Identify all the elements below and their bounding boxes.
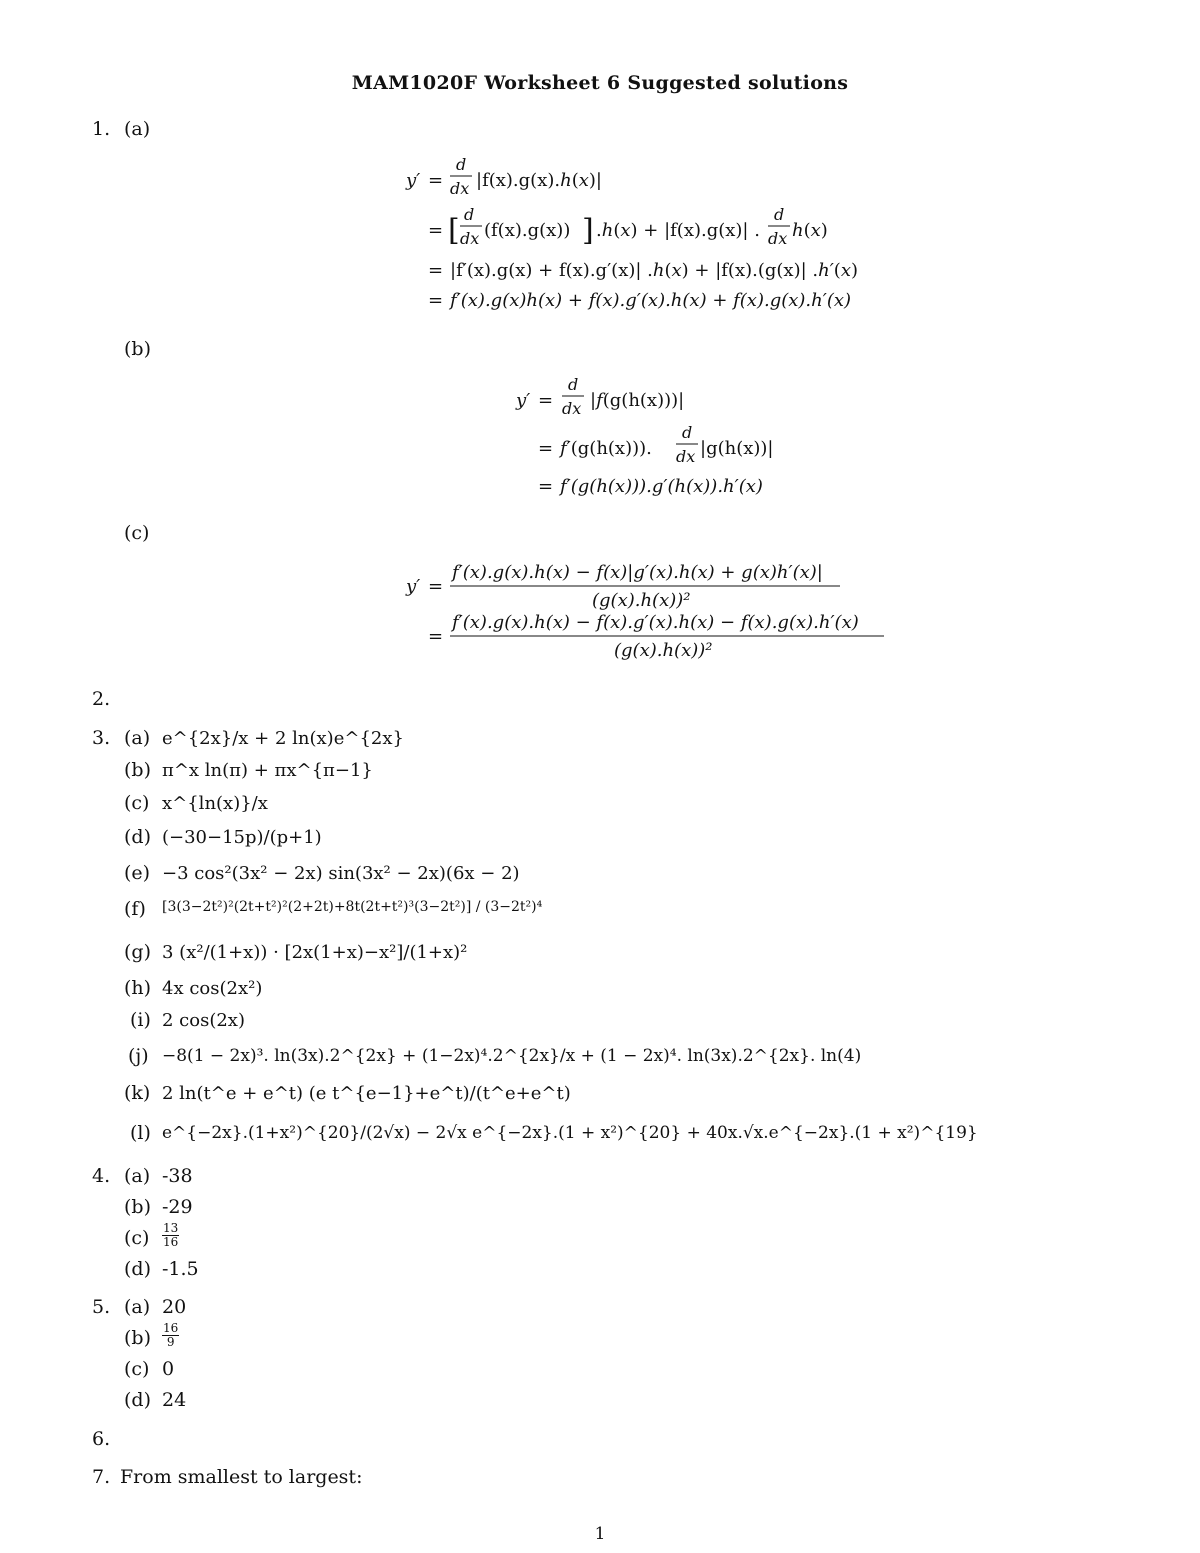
svg-text:=: = <box>538 476 554 497</box>
svg-text:dx: dx <box>450 179 470 198</box>
q3-answer: e^{−2x}.(1+x²)^{20}/(2√x) − 2√x e^{−2x}.(1 + x²)^{20} + 40x.√x.e^{−2x}.(1 + x²)^{19} <box>162 1123 978 1143</box>
q5-answer: 24 <box>162 1389 187 1411</box>
svg-text:=: = <box>538 438 554 459</box>
fraction-numerator: 13 <box>163 1221 179 1235</box>
q5-part-label: (c) <box>124 1358 150 1380</box>
q4-part-label: (c) <box>124 1227 150 1249</box>
svg-text:]: ] <box>582 213 594 248</box>
q5-answer: 0 <box>162 1358 175 1380</box>
svg-text:dx: dx <box>676 447 696 466</box>
question-7-number: 7. <box>92 1466 111 1488</box>
svg-text:(f(x).g(x)): (f(x).g(x)) <box>484 220 571 241</box>
q3-answer: (−30−15p)/(p+1) <box>162 827 322 848</box>
question-7-text: From smallest to largest: <box>120 1466 363 1488</box>
svg-text:dx: dx <box>768 229 788 248</box>
fraction-denominator: 16 <box>163 1235 179 1249</box>
svg-text:f′(x).g(x)h(x) + f(x).g′(x).h(: f′(x).g(x)h(x) + f(x).g′(x).h(x) + f(x).g(x).h′(x) <box>450 290 852 311</box>
fraction-numerator: 16 <box>163 1321 179 1335</box>
q3-part-label: (c) <box>124 792 150 814</box>
q3-part-label: (l) <box>130 1122 151 1144</box>
svg-text:|f′(x).g(x) + f(x).g′(x)| .h(x: |f′(x).g(x) + f(x).g′(x)| .h(x) + |f(x).(g(x)| .h′(x) <box>450 260 859 281</box>
svg-text:y′: y′ <box>406 170 421 191</box>
q4-answer-fraction <box>162 1222 179 1249</box>
page-title: MAM1020F Worksheet 6 Suggested solutions <box>351 72 849 94</box>
svg-text:y′: y′ <box>406 576 421 597</box>
svg-text:=: = <box>428 220 444 241</box>
svg-text:|f(g(h(x)))|: |f(g(h(x)))| <box>590 390 685 411</box>
svg-text:d: d <box>774 205 785 224</box>
question-6-number: 6. <box>92 1428 111 1450</box>
q5-answer-fraction <box>162 1322 179 1349</box>
q4-part-label: (b) <box>124 1196 151 1218</box>
svg-text:.h(x) + |f(x).g(x)| .: .h(x) + |f(x).g(x)| . <box>596 220 760 241</box>
q5-answer: 20 <box>162 1296 187 1318</box>
svg-text:dx: dx <box>562 399 582 418</box>
question-2-number: 2. <box>92 688 111 710</box>
svg-text:|g(h(x))|: |g(h(x))| <box>700 438 774 459</box>
q3-answer: e^{2x}/x + 2 ln(x)e^{2x} <box>162 728 404 749</box>
svg-text:f′(x).g(x).h(x) − f(x)|g′(x).h: f′(x).g(x).h(x) − f(x)|g′(x).h(x) + g(x)h′(x)| <box>452 562 823 583</box>
svg-text:(g(x).h(x))²: (g(x).h(x))² <box>614 640 713 661</box>
q3-part-label: (g) <box>124 941 151 963</box>
question-3-number: 3. <box>92 727 111 749</box>
q3-answer: [3(3−2t²)²(2t+t²)²(2+2t)+8t(2t+t²)³(3−2t²)] / (3−2t²)⁴ <box>162 899 543 915</box>
q4-answer: -38 <box>162 1165 193 1187</box>
q3-part-label: (i) <box>130 1009 151 1031</box>
svg-text:=: = <box>538 390 554 411</box>
q3-answer: −3 cos²(3x² − 2x) sin(3x² − 2x)(6x − 2) <box>162 863 520 884</box>
q3-answer: 4x cos(2x²) <box>162 978 263 999</box>
svg-text:dx: dx <box>460 229 480 248</box>
fraction-denominator: 9 <box>166 1335 175 1349</box>
svg-text:d: d <box>456 155 467 174</box>
q1a-equations <box>400 150 920 320</box>
q3-part-label: (h) <box>124 977 152 999</box>
svg-text:(g(x).h(x))²: (g(x).h(x))² <box>592 590 691 611</box>
q5-part-label: (a) <box>124 1296 151 1318</box>
q1c-equations <box>400 556 900 666</box>
question-4-number: 4. <box>92 1165 111 1187</box>
q1b-equations <box>510 370 810 500</box>
svg-text:d: d <box>464 205 475 224</box>
svg-text:d: d <box>568 375 579 394</box>
svg-text:d: d <box>682 423 693 442</box>
page-number: 1 <box>594 1524 606 1544</box>
q5-part-label: (d) <box>124 1389 151 1411</box>
svg-text:h(x): h(x) <box>792 220 828 241</box>
q3-part-label: (b) <box>124 759 151 781</box>
svg-text:=: = <box>428 170 444 191</box>
q4-answer: -29 <box>162 1196 193 1218</box>
q4-answer: -1.5 <box>162 1258 199 1280</box>
question-1-number: 1. <box>92 118 111 140</box>
svg-text:=: = <box>428 290 444 311</box>
svg-text:|f(x).g(x).h(x)|: |f(x).g(x).h(x)| <box>476 170 602 191</box>
q1-part-b-label: (b) <box>124 338 151 360</box>
q5-part-label: (b) <box>124 1327 151 1349</box>
svg-text:f′(x).g(x).h(x) − f(x).g′(x).h: f′(x).g(x).h(x) − f(x).g′(x).h(x) − f(x).g(x).h′(x) <box>452 612 859 633</box>
q4-part-label: (d) <box>124 1258 151 1280</box>
svg-text:f′(g(h(x))).: f′(g(h(x))). <box>560 438 652 459</box>
svg-text:=: = <box>428 260 444 281</box>
svg-text:=: = <box>428 576 444 597</box>
q3-part-label: (k) <box>124 1082 151 1104</box>
question-5-number: 5. <box>92 1296 111 1318</box>
svg-text:y′: y′ <box>516 390 531 411</box>
svg-text:=: = <box>428 626 444 647</box>
q1-part-a-label: (a) <box>124 118 151 140</box>
q3-answer: −8(1 − 2x)³. ln(3x).2^{2x} + (1−2x)⁴.2^{2x}/x + (1 − 2x)⁴. ln(3x).2^{2x}. ln(4) <box>162 1046 862 1066</box>
q3-answer: 2 cos(2x) <box>162 1010 245 1031</box>
q3-part-label: (j) <box>128 1045 149 1067</box>
q3-answer: π^x ln(π) + πx^{π−1} <box>162 760 373 781</box>
q4-part-label: (a) <box>124 1165 151 1187</box>
q3-answer: 2 ln(t^e + e^t) (e t^{e−1}+e^t)/(t^e+e^t) <box>162 1083 571 1104</box>
q3-answer: x^{ln(x)}/x <box>162 793 268 814</box>
q3-part-label: (a) <box>124 727 151 749</box>
q3-answer: 3 (x²/(1+x)) · [2x(1+x)−x²]/(1+x)² <box>162 942 468 963</box>
q3-part-label: (f) <box>124 898 146 920</box>
q3-part-label: (d) <box>124 826 151 848</box>
q3-part-label: (e) <box>124 862 151 884</box>
q1-part-c-label: (c) <box>124 522 150 544</box>
svg-text:[: [ <box>448 213 460 248</box>
svg-text:f′(g(h(x))).g′(h(x)).h′(x): f′(g(h(x))).g′(h(x)).h′(x) <box>560 476 763 497</box>
